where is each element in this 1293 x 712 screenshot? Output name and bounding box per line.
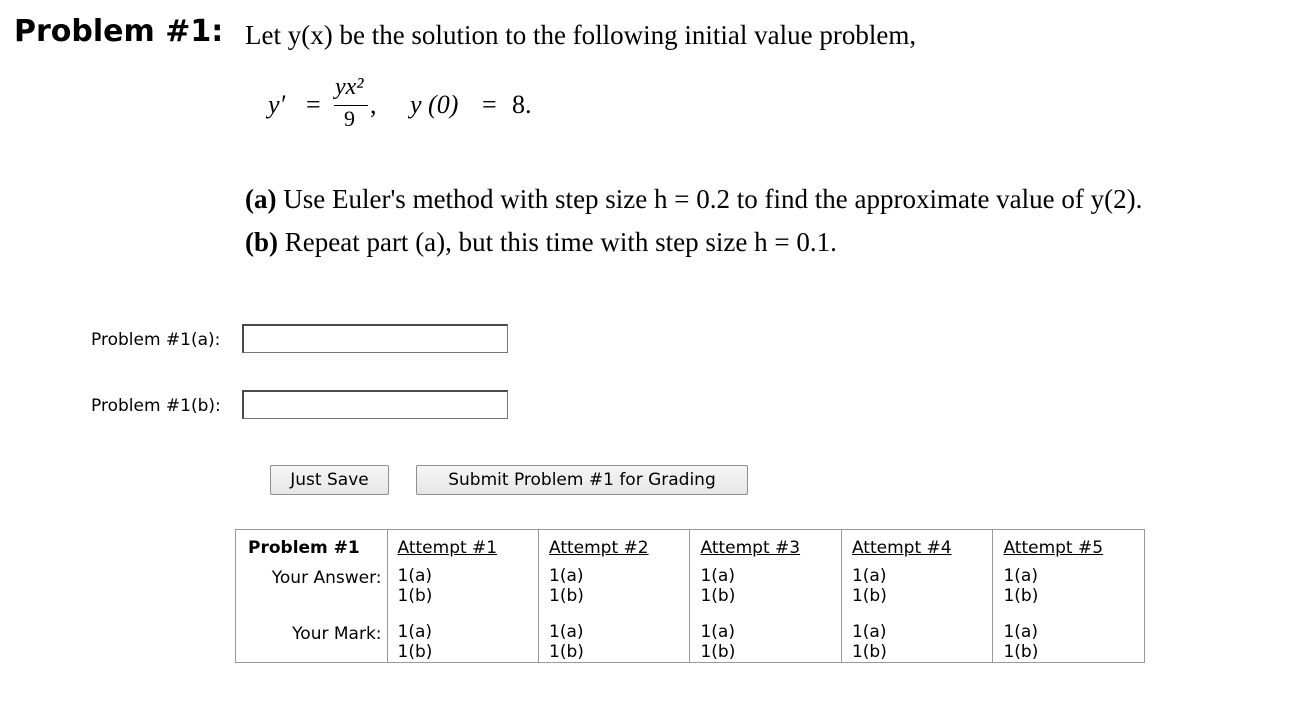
attempt-3-header: [690, 530, 841, 567]
mark-cell-2: [539, 622, 690, 663]
mark-cell-5: [993, 622, 1145, 663]
attempt-2-header: [539, 530, 690, 567]
cell-part-a: 1(a): [1003, 566, 1038, 586]
part-b-text: Repeat part (a), but this time with step size h = 0.1.: [284, 227, 837, 257]
answer-cell-3: [690, 566, 841, 622]
eq-equals-1: =: [306, 90, 321, 119]
cell-part-a: 1(a): [851, 622, 887, 642]
your-answer-label: Your Answer:: [236, 566, 388, 622]
cell-part-b: 1(b): [397, 586, 433, 606]
mark-cell-3: [690, 622, 841, 663]
cell-part-b: 1(b): [1003, 586, 1039, 606]
attempt-4-link[interactable]: Attempt #4: [851, 538, 952, 558]
attempt-1-link[interactable]: Attempt #1: [397, 538, 498, 558]
attempt-3-link[interactable]: Attempt #3: [700, 538, 801, 558]
part-a-label: (a): [245, 184, 277, 214]
cell-part-a: 1(a): [549, 622, 584, 642]
table-header-row: [236, 530, 1145, 567]
part-a: [245, 184, 1142, 215]
cell-part-b: 1(b): [1003, 642, 1039, 662]
cell-part-b: 1(b): [851, 642, 887, 662]
answer-cell-1: [387, 566, 538, 622]
your-mark-row: [236, 622, 1145, 663]
attempt-5-link[interactable]: Attempt #5: [1003, 538, 1104, 558]
eq-initial-condition: y (0): [410, 90, 459, 119]
cell-part-a: 1(a): [549, 566, 584, 586]
cell-part-b: 1(b): [851, 586, 887, 606]
part-b-label: (b): [245, 227, 278, 257]
cell-part-b: 1(b): [700, 642, 736, 662]
attempt-5-header: [993, 530, 1145, 567]
cell-part-a: 1(a): [700, 622, 735, 642]
answer-a-label: Problem #1(a):: [91, 330, 221, 350]
cell-part-a: 1(a): [397, 566, 433, 586]
cell-part-a: 1(a): [397, 622, 433, 642]
answer-cell-5: [993, 566, 1145, 622]
cell-part-a: 1(a): [1003, 622, 1038, 642]
cell-part-a: 1(a): [851, 566, 887, 586]
answer-b-input[interactable]: [242, 390, 508, 419]
table-header-problem: Problem #1: [236, 530, 388, 567]
eq-denominator: 9: [344, 106, 355, 131]
eq-lhs: y′: [268, 90, 286, 119]
cell-part-b: 1(b): [700, 586, 736, 606]
mark-cell-4: [841, 622, 992, 663]
attempt-4-header: [841, 530, 992, 567]
cell-part-b: 1(b): [549, 586, 584, 606]
cell-part-b: 1(b): [549, 642, 584, 662]
eq-equals-2: =: [482, 90, 497, 119]
just-save-button[interactable]: Just Save: [270, 465, 389, 495]
eq-initial-value: 8.: [512, 90, 532, 119]
eq-comma: ,: [370, 90, 377, 119]
cell-part-b: 1(b): [397, 642, 433, 662]
mark-cell-1: [387, 622, 538, 663]
eq-numerator: yx²: [335, 74, 364, 100]
answer-cell-4: [841, 566, 992, 622]
answer-a-input[interactable]: [242, 324, 508, 353]
problem-title: Problem #1:: [14, 14, 224, 49]
your-answer-row: [236, 566, 1145, 622]
part-a-text: Use Euler's method with step size h = 0.2 to find the approximate value of y(2).: [283, 184, 1143, 214]
attempt-2-link[interactable]: Attempt #2: [549, 538, 649, 558]
cell-part-a: 1(a): [700, 566, 735, 586]
attempts-table: [235, 529, 1145, 663]
submit-button[interactable]: Submit Problem #1 for Grading: [416, 465, 748, 495]
part-b: [245, 227, 837, 258]
answer-cell-2: [539, 566, 690, 622]
attempt-1-header: [387, 530, 538, 567]
answer-b-label: Problem #1(b):: [91, 396, 221, 416]
problem-intro: Let y(x) be the solution to the following initial value problem,: [245, 20, 917, 50]
your-mark-label: Your Mark:: [236, 622, 388, 663]
